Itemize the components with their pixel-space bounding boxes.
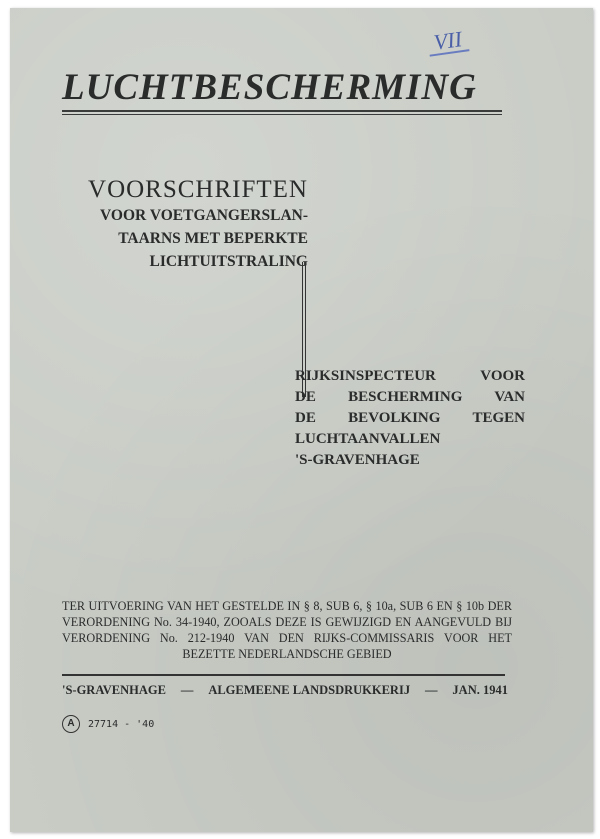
imprint	[62, 683, 508, 698]
legal-text: TER UITVOERING VAN HET GESTELDE IN § 8, SUB 6, § 10a, SUB 6 EN § 10b DER VERORDENING No. 34-1940, ZOOALS DEZE IS GEWIJZIGD EN AANGEVULD BIJ VERORDENING No. 212-1940 VAN DEN RIJKS-COMMISSARIS VOOR HET BEZETTE NEDERLANDSCHE GEBIED	[62, 599, 512, 661]
authority-block	[295, 366, 525, 471]
authority-line: LUCHTAANVALLEN	[295, 431, 441, 447]
imprint-dash: —	[425, 683, 438, 697]
handwritten-mark: VII	[427, 27, 470, 56]
subtitle-heading: VOORSCHRIFTEN	[88, 176, 308, 203]
document-title: LUCHTBESCHERMING	[62, 67, 477, 108]
footer-rule	[62, 674, 505, 676]
authority-line: DE BESCHERMING VAN	[295, 389, 525, 405]
subtitle-block	[62, 176, 308, 273]
printer-logo-icon: A	[62, 715, 80, 733]
imprint-date: JAN. 1941	[452, 683, 508, 697]
imprint-place: 'S-GRAVENHAGE	[62, 683, 166, 697]
title-double-rule	[62, 110, 502, 115]
subtitle-line: LICHTUITSTRALING	[149, 253, 308, 270]
authority-line: RIJKSINSPECTEUR VOOR	[295, 368, 525, 384]
subtitle-line: TAARNS MET BEPERKTE	[118, 230, 308, 247]
imprint-dash: —	[180, 683, 194, 697]
subtitle-line: VOOR VOETGANGERSLAN-	[100, 207, 308, 224]
authority-line: DE BEVOLKING TEGEN	[295, 410, 525, 426]
print-code: 27714 - '40	[88, 718, 155, 730]
authority-line: 'S-GRAVENHAGE	[295, 452, 420, 468]
printer-stamp	[62, 715, 154, 733]
imprint-publisher: ALGEMEENE LANDSDRUKKERIJ	[208, 683, 411, 697]
